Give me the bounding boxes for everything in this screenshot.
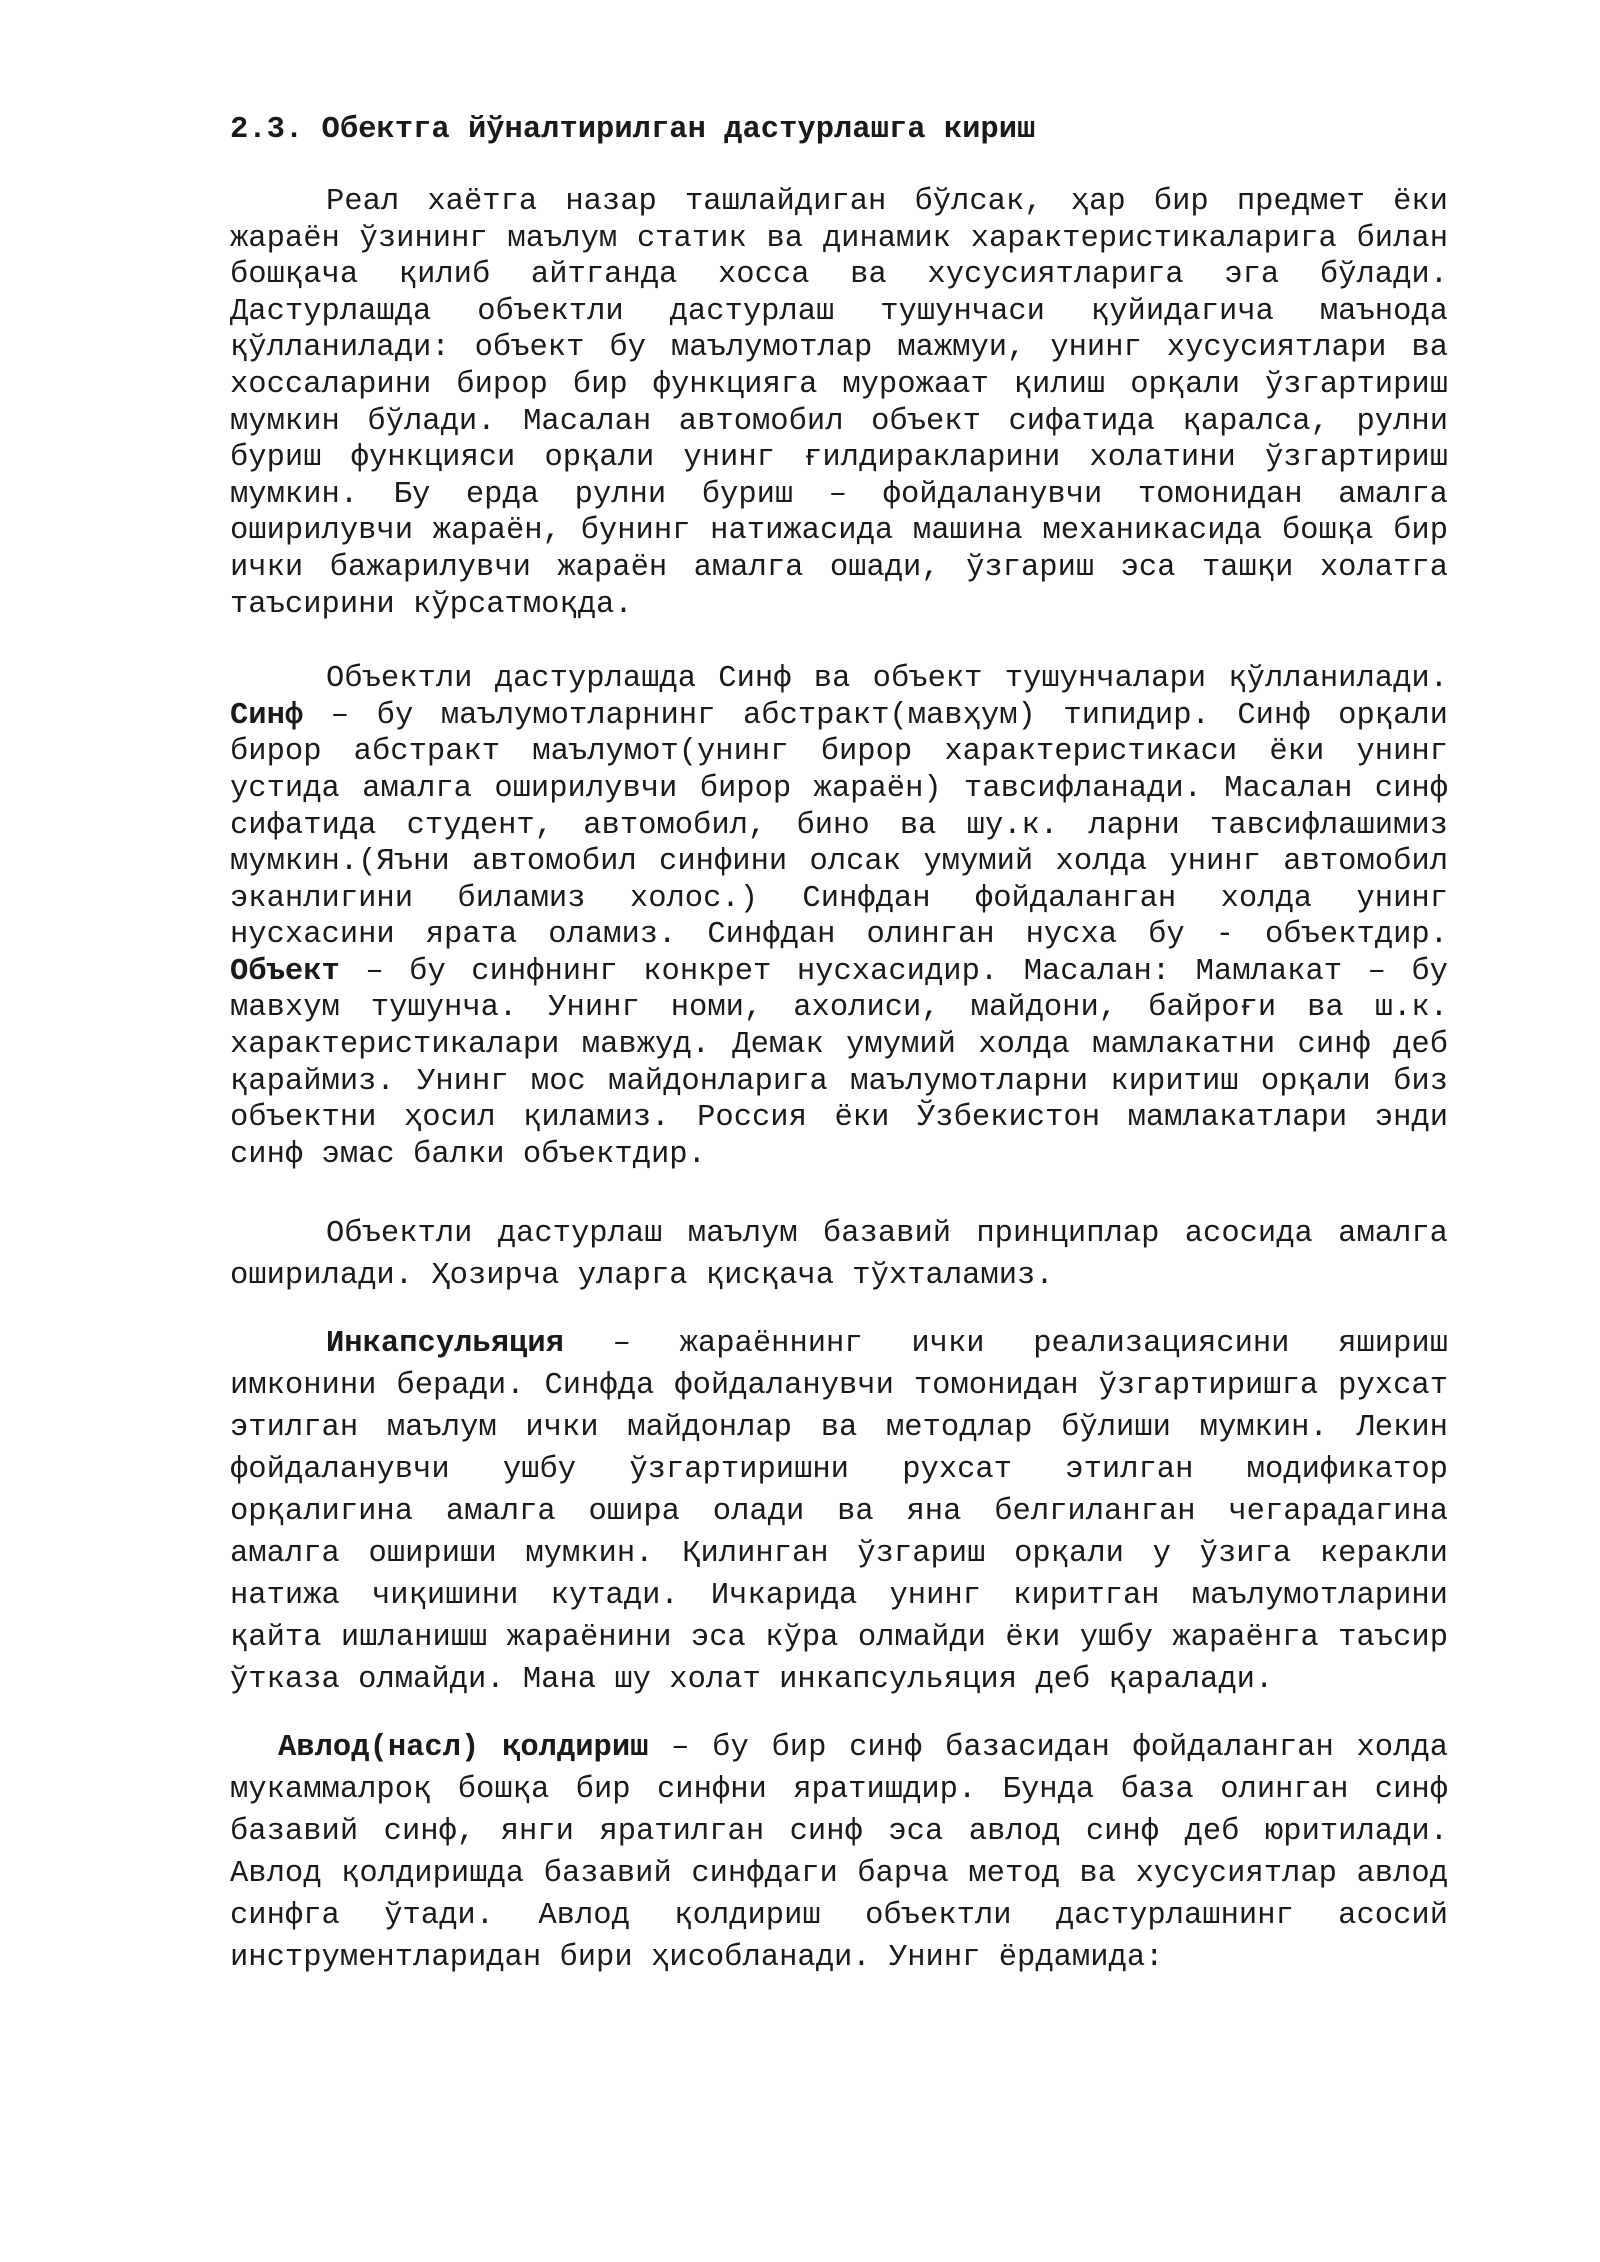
paragraph-inheritance	[230, 1727, 1448, 1979]
paragraph-text: Реал хаётга назар ташлайдиган бўлсак, ҳар бир предмет ёки жараён ўзининг маълум статик ва динамик характеристикаларига билан бошқача қилиб айтганда хосса ва хусусиятларига эга бўлади. Дастурлашда объектли дастурлаш тушунчаси қуйидагича маънода қўлланилади: объект бу маълумотлар мажмуи, унинг хусусиятлари ва хоссаларини бирор бир функцияга мурожаат қилиш орқали ўзгартириш мумкин бўлади. Масалан автомобил объект сифатида қаралса, рулни буриш функцияси орқали унинг ғилдиракларини холатини ўзгартириш мумкин. Бу ерда рулни буриш – фойдаланувчи томонидан амалга оширилувчи жараён, бунинг натижасида машина механикасида бошқа бир ички бажарилувчи жараён амалга ошади, ўзгариш эса ташқи холатга таъсирини кўрсатмоқда.	[230, 185, 1448, 622]
paragraph-class-and-object	[230, 661, 1448, 1173]
paragraph-real-life-objects	[230, 184, 1448, 623]
paragraph-text: – жараённинг ички реализациясини яшириш имконини беради. Синфда фойдаланувчи томонидан ўзгартиришга рухсат этилган маълум ички майдонлар ва методлар бўлиши мумкин. Лекин фойдаланувчи ушбу ўзгартиришни рухсат этилган модификатор орқалигина амалга ошира олади ва яна белгиланган чегарадагина амалга ошириши мумкин. Қилинган ўзгариш орқали у ўзига керакли натижа чиқишини кутади. Ичкарида унинг киритган маълумотларини қайта ишланишш жараёнини эса кўра олмайди ёки ушбу жараёнга таъсир ўтказа олмайди. Мана шу холат инкапсульяция деб қаралади.	[230, 1327, 1448, 1698]
paragraph-text: – бу синфнинг конкрет нусхасидир. Масалан: Мамлакат – бу мавхум тушунча. Унинг номи, ахолиси, майдони, байроғи ва ш.к. характеристикалари мавжуд. Демак умумий холда мамлакатни синф деб қараймиз. Унинг мос майдонларига маълумотларни киритиш орқали биз объектни ҳосил қиламиз. Россия ёки Ўзбекистон мамлакатлари энди синф эмас балки объектдир.	[230, 954, 1448, 1172]
term-object: Объект	[230, 954, 340, 989]
term-encapsulation: Инкапсульяция	[326, 1327, 564, 1362]
paragraph-text: Объектли дастурлашда Синф ва объект тушунчалари қўлланилади.	[326, 662, 1448, 697]
section-heading: 2.3. Обектга йўналтирилган дастурлашга кириш	[230, 113, 1036, 147]
paragraph-base-principles	[230, 1213, 1448, 1297]
paragraph-encapsulation	[230, 1323, 1448, 1701]
document-body	[230, 112, 1448, 1979]
term-inheritance: Авлод(насл) қолдириш	[278, 1731, 649, 1766]
paragraph-text: – бу маълумотларнинг абстракт(мавҳум) типидир. Синф орқали бирор абстракт маълумот(унинг бирор характеристикаси ёки унинг устида амалга оширилувчи бирор жараён) тавсифланади. Масалан синф сифатида студент, автомобил, бино ва шу.к. ларни тавсифлашимиз мумкин.(Яъни автомобил синфини олсак умумий холда унинг автомобил эканлигини биламиз холос.) Синфдан фойдаланган холда унинг нусхасини ярата оламиз. Синфдан олинган нусха бу - объектдир.	[230, 698, 1448, 953]
paragraph-text: Объектли дастурлаш маълум базавий принциплар асосида амалга оширилади. Ҳозирча уларга қисқача тўхталамиз.	[230, 1217, 1448, 1294]
term-class: Синф	[230, 698, 304, 733]
paragraph-text: – бу бир синф базасидан фойдаланган холда мукаммалроқ бошқа бир синфни яратишдир. Бунда база олинган синф базавий синф, янги яратилган синф эса авлод синф деб юритилади. Авлод қолдиришда базавий синфдаги барча метод ва хусусиятлар авлод синфга ўтади. Авлод қолдириш объектли дастурлашнинг асосий инструментларидан бири ҳисобланади. Унинг ёрдамида:	[230, 1731, 1448, 1976]
